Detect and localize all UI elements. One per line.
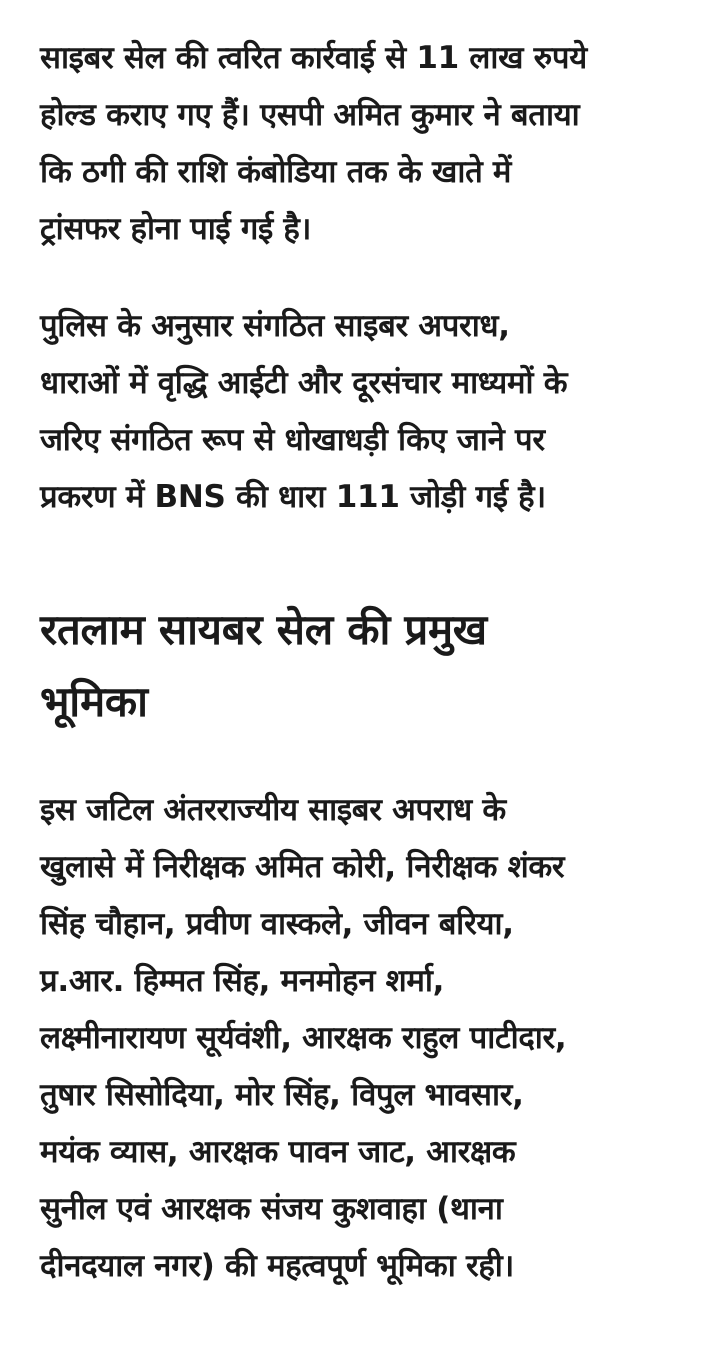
text-line: खुलासे में निरीक्षक अमित कोरी, निरीक्षक शंकर <box>40 849 565 885</box>
text-line: दीनदयाल नगर) की महत्वपूर्ण भूमिका रही। <box>40 1248 514 1284</box>
text-line: जरिए संगठित रूप से धोखाधड़ी किए जाने पर <box>40 422 545 458</box>
section-heading <box>40 594 680 738</box>
text-line: इस जटिल अंतरराज्यीय साइबर अपराध के <box>40 792 506 828</box>
heading-line: रतलाम सायबर सेल की प्रमुख <box>40 605 487 654</box>
paragraph-cyber-cell-action <box>40 30 680 258</box>
paragraph-bns-section <box>40 298 680 526</box>
heading-line: भूमिका <box>40 677 148 726</box>
text-line: मयंक व्यास, आरक्षक पावन जाट, आरक्षक <box>40 1134 516 1170</box>
paragraph-team-credits <box>40 782 680 1295</box>
text-line: प्रकरण में BNS की धारा 111 जोड़ी गई है। <box>40 479 546 515</box>
text-line: तुषार सिसोदिया, मोर सिंह, विपुल भावसार, <box>40 1077 524 1113</box>
text-line: सिंह चौहान, प्रवीण वास्कले, जीवन बरिया, <box>40 906 514 942</box>
text-line: धाराओं में वृद्धि आईटी और दूरसंचार माध्यमों के <box>40 365 568 401</box>
text-line: होल्ड कराए गए हैं। एसपी अमित कुमार ने बताया <box>40 97 580 133</box>
text-line: पुलिस के अनुसार संगठित साइबर अपराध, <box>40 308 510 344</box>
text-line: प्र.आर. हिम्मत सिंह, मनमोहन शर्मा, <box>40 963 445 999</box>
article-body <box>40 30 680 1295</box>
text-line: कि ठगी की राशि कंबोडिया तक के खाते में <box>40 154 512 190</box>
text-line: साइबर सेल की त्वरित कार्रवाई से 11 लाख रुपये <box>40 40 587 76</box>
text-line: लक्ष्मीनारायण सूर्यवंशी, आरक्षक राहुल पाटीदार, <box>40 1020 567 1056</box>
text-line: ट्रांसफर होना पाई गई है। <box>40 211 312 247</box>
text-line: सुनील एवं आरक्षक संजय कुशवाहा (थाना <box>40 1191 503 1227</box>
